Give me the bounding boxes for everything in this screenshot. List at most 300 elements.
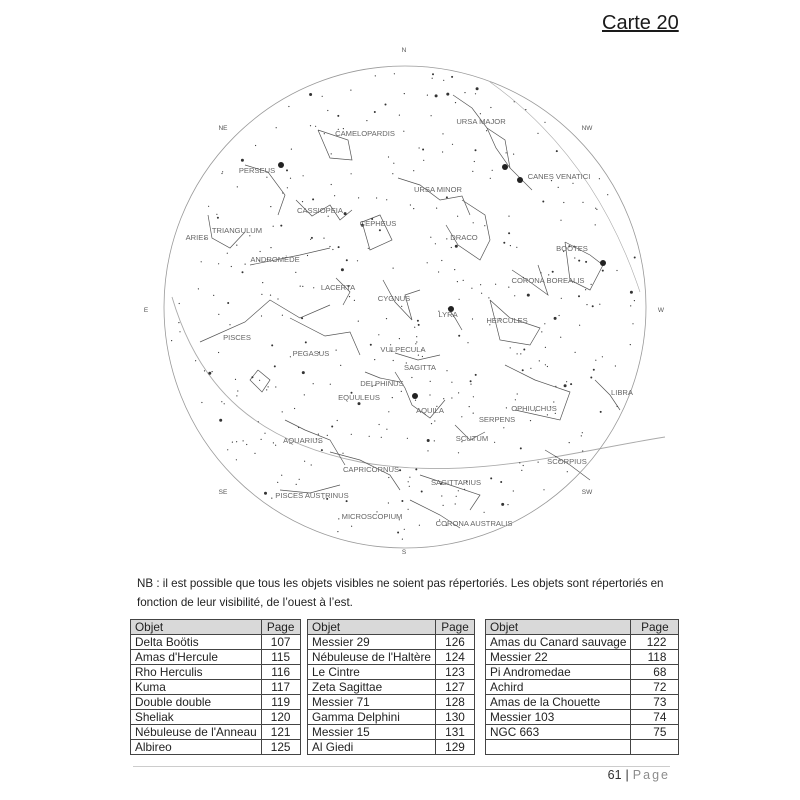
star: [523, 349, 525, 351]
constellation-label: PERSEUS: [238, 166, 276, 175]
star: [481, 293, 482, 294]
column-header-page: Page: [631, 620, 679, 635]
object-name: Nébuleuse de l'Haltère: [308, 650, 436, 665]
star: [590, 377, 592, 379]
table-row: [308, 635, 475, 650]
star: [591, 284, 592, 285]
star: [251, 376, 253, 378]
visibility-note: NB : il est possible que tous les objets visibles ne soient pas répertoriés. Les objets sont répertoriés en fonction de leur visibilité, de l’ouest à l’est.: [137, 577, 664, 609]
constellation-figure: [398, 178, 470, 215]
star: [508, 232, 510, 234]
column-header-objet: Objet: [308, 620, 436, 635]
object-page: 124: [436, 650, 475, 665]
star: [492, 170, 493, 171]
star: [386, 318, 387, 319]
object-page: 122: [631, 635, 679, 650]
star: [334, 195, 335, 196]
star: [227, 302, 229, 304]
constellation-figure: [395, 353, 440, 360]
star: [599, 178, 600, 179]
star: [514, 295, 515, 296]
star: [236, 441, 237, 442]
star: [431, 115, 432, 116]
star: [634, 257, 636, 259]
star: [304, 461, 305, 462]
star: [510, 347, 511, 348]
star: [260, 251, 261, 252]
table-header-row: [486, 620, 679, 635]
object-page: 123: [436, 665, 475, 680]
milky-way-edge: [490, 82, 640, 292]
star: [582, 450, 583, 451]
star: [237, 186, 238, 187]
star: [567, 471, 568, 472]
star: [275, 386, 276, 387]
star: [475, 374, 477, 376]
star: [201, 261, 202, 262]
star: [231, 266, 232, 267]
star: [393, 163, 394, 164]
star: [596, 209, 597, 210]
star: [429, 394, 430, 395]
star: [232, 442, 233, 443]
star: [442, 151, 443, 152]
constellation-label: CEPHEUS: [359, 219, 397, 228]
object-page: 130: [436, 710, 475, 725]
star: [218, 263, 219, 264]
star: [441, 495, 442, 496]
object-page: 75: [631, 725, 679, 740]
star: [579, 325, 580, 326]
table-row: [486, 635, 679, 650]
star: [249, 235, 250, 236]
star: [344, 212, 347, 215]
star: [569, 442, 570, 443]
star: [178, 322, 179, 323]
star: [255, 145, 256, 146]
star: [351, 434, 352, 435]
star: [552, 271, 554, 273]
star: [632, 323, 633, 324]
constellation-label: AQUARIUS: [283, 436, 323, 445]
star: [595, 360, 596, 361]
object-name: Double double: [131, 695, 262, 710]
star: [322, 96, 323, 97]
star: [171, 340, 172, 341]
star: [350, 90, 351, 91]
star: [451, 247, 452, 248]
object-page: 68: [631, 665, 679, 680]
star: [513, 154, 514, 155]
star: [441, 260, 442, 261]
star: [586, 304, 587, 305]
star: [473, 396, 474, 397]
star: [294, 408, 295, 409]
star: [277, 482, 278, 483]
star: [208, 206, 209, 207]
star: [560, 220, 561, 221]
star: [595, 208, 596, 209]
star: [454, 269, 455, 270]
star: [470, 384, 471, 385]
star: [413, 170, 414, 171]
star: [438, 271, 439, 272]
star: [388, 477, 389, 478]
star: [286, 169, 288, 171]
star: [617, 406, 618, 407]
star: [503, 427, 504, 428]
bright-star: [278, 162, 284, 168]
star: [331, 184, 332, 185]
star: [521, 470, 522, 471]
star: [291, 149, 292, 150]
star: [475, 93, 476, 94]
direction-ne: NE: [218, 125, 228, 132]
star: [201, 402, 202, 403]
table-row: [131, 665, 301, 680]
star: [630, 305, 631, 306]
star: [434, 440, 435, 441]
star: [379, 229, 381, 231]
star: [417, 320, 419, 322]
object-name: Gamma Delphini: [308, 710, 436, 725]
star: [301, 317, 303, 319]
star: [525, 109, 526, 110]
object-name: Al Giedi: [308, 740, 436, 755]
star: [434, 420, 435, 421]
star: [630, 344, 631, 345]
star: [351, 526, 352, 527]
star: [522, 369, 524, 371]
star: [236, 459, 237, 460]
constellation-label: SAGITTARIUS: [430, 478, 482, 487]
star: [179, 303, 180, 304]
star: [394, 73, 395, 74]
star: [399, 469, 401, 471]
star: [385, 104, 387, 106]
star: [221, 401, 222, 402]
star: [408, 481, 409, 482]
star: [242, 271, 244, 273]
star: [358, 402, 361, 405]
constellation-label: SAGITTA: [404, 363, 436, 372]
star: [451, 382, 452, 383]
star: [224, 403, 225, 404]
star: [593, 369, 595, 371]
constellation-label: BOOTES: [556, 244, 588, 253]
footer-separator: |: [625, 768, 629, 782]
star: [254, 453, 255, 454]
star: [634, 300, 635, 301]
star: [393, 360, 394, 361]
object-page: 128: [436, 695, 475, 710]
star: [547, 414, 548, 415]
star: [484, 225, 485, 226]
star: [418, 355, 419, 356]
constellation-label: CANES VENATICI: [527, 172, 591, 181]
table-row: [486, 650, 679, 665]
star: [530, 368, 531, 369]
table-row: [131, 740, 301, 755]
star: [461, 416, 462, 417]
star: [402, 539, 403, 540]
star: [554, 317, 557, 320]
star: [516, 247, 517, 248]
constellation-label: CASSIOPEIA: [296, 206, 344, 215]
constellation-figure: [250, 370, 270, 392]
star: [237, 390, 238, 391]
star: [506, 407, 507, 408]
constellation-label: ARIES: [185, 233, 209, 242]
star: [446, 196, 448, 198]
constellation-label: PISCES AUSTRINUS: [275, 491, 349, 500]
star: [198, 288, 199, 289]
star: [415, 468, 417, 470]
direction-se: SE: [218, 489, 228, 496]
star: [556, 150, 558, 152]
star: [374, 111, 376, 113]
star: [273, 226, 274, 227]
star: [281, 475, 282, 476]
star: [311, 464, 312, 465]
star: [630, 291, 633, 294]
star: [282, 192, 283, 193]
star: [310, 239, 311, 240]
star: [298, 427, 299, 428]
star: [354, 300, 355, 301]
table-row: [486, 680, 679, 695]
star: [388, 156, 389, 157]
star: [495, 284, 496, 285]
star: [503, 242, 505, 244]
star: [418, 324, 420, 326]
star: [332, 249, 333, 250]
star: [422, 149, 424, 151]
star: [229, 324, 230, 325]
star: [378, 334, 379, 335]
star: [602, 356, 603, 357]
star: [520, 447, 522, 449]
star: [386, 429, 387, 430]
star: [471, 288, 472, 289]
constellation-label: SERPENS: [478, 415, 516, 424]
table-row: [308, 665, 475, 680]
star: [213, 295, 214, 296]
page-word: Page: [632, 768, 670, 782]
star: [357, 260, 358, 261]
object-name: NGC 663: [486, 725, 631, 740]
star: [315, 126, 316, 127]
star: [616, 270, 617, 271]
footer-divider: [133, 766, 670, 767]
star: [264, 492, 267, 495]
direction-nw: NW: [581, 125, 593, 132]
star: [419, 525, 420, 526]
constellation-label: VULPECULA: [380, 345, 426, 354]
star: [519, 462, 520, 463]
star: [602, 270, 604, 272]
star: [204, 370, 205, 371]
star: [337, 531, 338, 532]
star: [475, 149, 477, 151]
star: [222, 171, 223, 172]
direction-s: S: [401, 549, 407, 556]
star: [407, 438, 408, 439]
star: [582, 432, 583, 433]
object-page: 126: [436, 635, 475, 650]
star: [258, 421, 259, 422]
star: [578, 260, 580, 262]
star: [270, 247, 271, 248]
star: [358, 321, 359, 322]
star: [415, 400, 416, 401]
star: [446, 370, 447, 371]
table-row: [486, 665, 679, 680]
star: [261, 315, 262, 316]
star: [431, 423, 432, 424]
star: [323, 238, 324, 239]
object-name: Zeta Sagittae: [308, 680, 436, 695]
star: [476, 87, 479, 90]
star: [458, 452, 459, 453]
constellation-label: CAPRICORNUS: [342, 465, 400, 474]
star: [366, 120, 367, 121]
star: [572, 183, 573, 184]
star: [399, 338, 400, 339]
star: [451, 397, 452, 398]
star: [401, 306, 402, 307]
bright-star: [517, 177, 523, 183]
star: [346, 259, 348, 261]
constellation-label: LYRA: [438, 310, 458, 319]
star: [370, 344, 372, 346]
star: [473, 222, 474, 223]
star: [259, 380, 260, 381]
table-row: [308, 710, 475, 725]
star: [305, 341, 307, 343]
star: [527, 294, 530, 297]
table-row: [131, 695, 301, 710]
table-row: [308, 650, 475, 665]
star: [404, 529, 405, 530]
star: [246, 444, 247, 445]
star: [302, 286, 303, 287]
star: [401, 391, 402, 392]
object-name: Amas d'Hercule: [131, 650, 262, 665]
star: [515, 399, 516, 400]
star: [416, 341, 417, 342]
star: [313, 287, 314, 288]
star: [236, 245, 237, 246]
star: [459, 299, 460, 300]
star: [302, 371, 305, 374]
star: [311, 237, 313, 239]
object-name: Amas du Canard sauvage: [486, 635, 631, 650]
star: [538, 462, 539, 463]
star: [327, 435, 328, 436]
star: [393, 268, 394, 269]
star: [399, 115, 400, 116]
star: [427, 262, 428, 263]
star: [419, 147, 420, 148]
star: [274, 365, 276, 367]
star: [266, 389, 267, 390]
star: [455, 102, 456, 103]
star: [508, 287, 509, 288]
table-row: [131, 635, 301, 650]
star: [416, 336, 417, 337]
star: [261, 294, 262, 295]
star: [455, 245, 458, 248]
column-header-page: Page: [436, 620, 475, 635]
star: [374, 359, 375, 360]
star: [480, 113, 481, 114]
star: [408, 509, 409, 510]
object-name: Nébuleuse de l'Anneau: [131, 725, 262, 740]
star: [290, 356, 291, 357]
direction-e: E: [143, 307, 149, 314]
constellation-label: HERCULES: [486, 316, 528, 325]
star: [208, 372, 211, 375]
star: [309, 93, 312, 96]
star: [212, 371, 213, 372]
object-page: 120: [261, 710, 300, 725]
table-row: [131, 710, 301, 725]
star: [455, 503, 456, 504]
constellation-label: URSA MINOR: [413, 185, 463, 194]
star: [351, 173, 352, 174]
star: [599, 304, 600, 305]
star: [331, 426, 333, 428]
object-name: Achird: [486, 680, 631, 695]
star: [436, 208, 437, 209]
object-page: 107: [261, 635, 300, 650]
star: [443, 505, 444, 506]
star: [458, 392, 459, 393]
star: [486, 130, 487, 131]
star: [264, 433, 265, 434]
star: [337, 115, 339, 117]
object-name: Messier 22: [486, 650, 631, 665]
table-row: [486, 695, 679, 710]
column-header-objet: Objet: [486, 620, 631, 635]
star: [544, 323, 545, 324]
star: [607, 194, 608, 195]
page-footer: [608, 768, 670, 782]
constellation-label: DELPHINUS: [360, 379, 404, 388]
star: [558, 187, 559, 188]
star: [300, 286, 301, 287]
star: [458, 335, 460, 337]
star: [432, 78, 433, 79]
object-page: 116: [261, 665, 300, 680]
star: [276, 127, 277, 128]
direction-sw: SW: [581, 489, 593, 496]
object-name: Rho Herculis: [131, 665, 262, 680]
star: [427, 450, 428, 451]
star: [401, 500, 403, 502]
star: [277, 298, 278, 299]
constellation-label: DRACO: [450, 233, 478, 242]
table-header-row: [308, 620, 475, 635]
star: [472, 171, 473, 172]
object-page: 119: [261, 695, 300, 710]
star: [510, 245, 511, 246]
object-name: Amas de la Chouette: [486, 695, 631, 710]
star: [474, 161, 475, 162]
star: [506, 152, 507, 153]
star: [574, 257, 575, 258]
